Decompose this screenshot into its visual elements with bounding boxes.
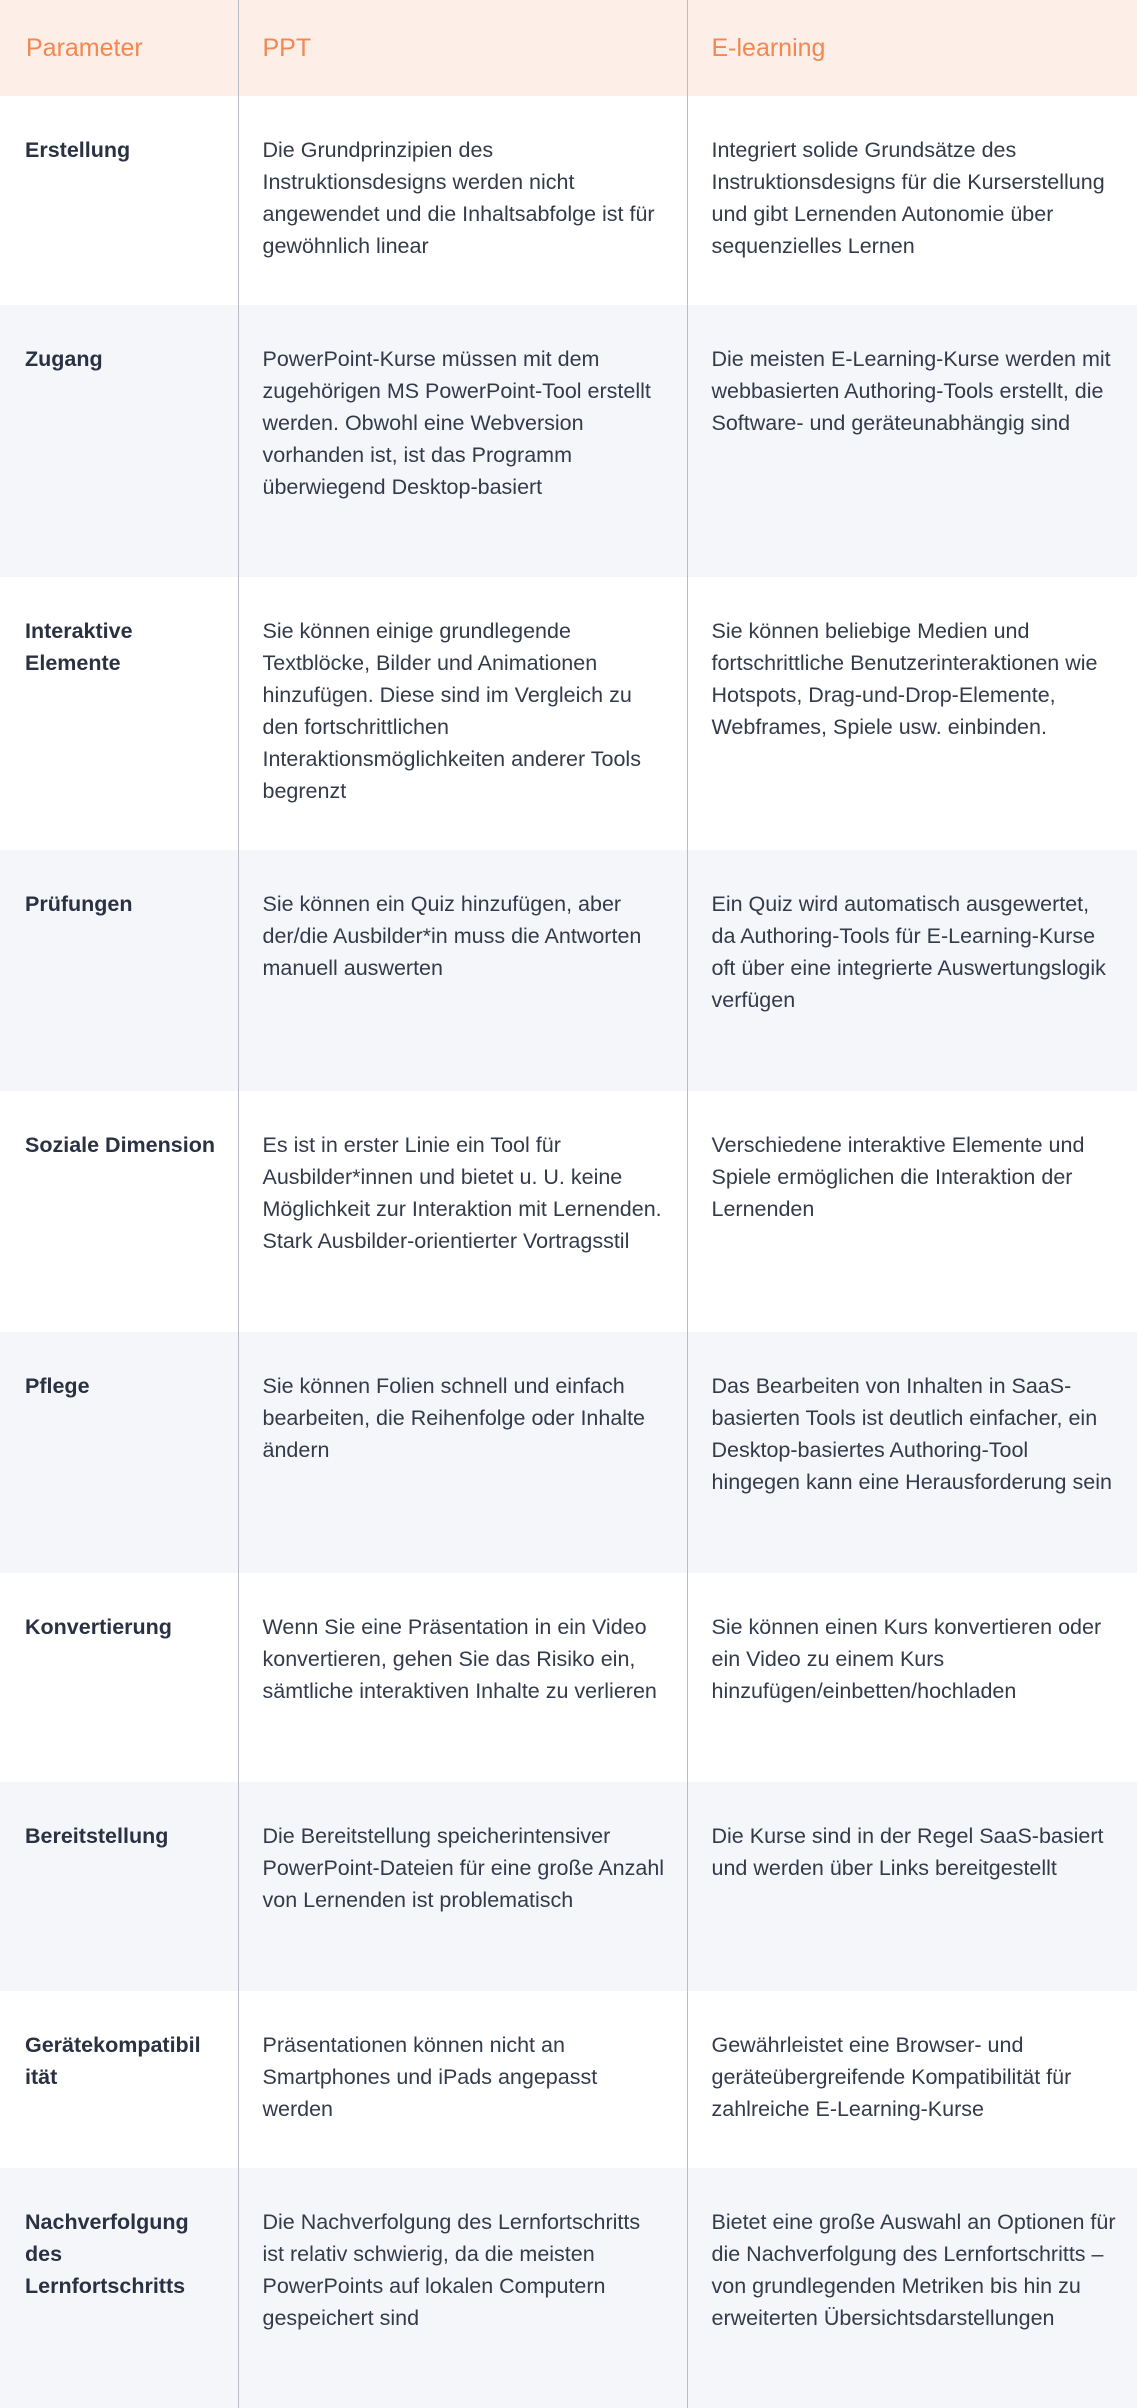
parameter-cell: Nachverfolgung des Lernfortschritts — [0, 2168, 238, 2408]
header-elearning: E-learning — [687, 0, 1137, 96]
header-row — [0, 0, 1137, 96]
elearning-cell: Gewährleistet eine Browser- und geräteübergreifende Kompatibilität für zahlreiche E-Learning-Kurse — [687, 1991, 1137, 2168]
table-row — [0, 96, 1137, 305]
ppt-cell: PowerPoint-Kurse müssen mit dem zugehörigen MS PowerPoint-Tool erstellt werden. Obwohl eine Webversion vorhanden ist, ist das Programm überwiegend Desktop-basiert — [238, 305, 687, 577]
table-row — [0, 1091, 1137, 1332]
elearning-cell: Integriert solide Grundsätze des Instruktionsdesigns für die Kurserstellung und gibt Lernenden Autonomie über sequenzielles Lernen — [687, 96, 1137, 305]
table-row — [0, 2168, 1137, 2408]
parameter-cell: Zugang — [0, 305, 238, 577]
elearning-cell: Die meisten E-Learning-Kurse werden mit webbasierten Authoring-Tools erstellt, die Software- und geräteunabhängig sind — [687, 305, 1137, 577]
parameter-cell: Pflege — [0, 1332, 238, 1573]
elearning-cell: Ein Quiz wird automatisch ausgewertet, da Authoring-Tools für E-Learning-Kurse oft über eine integrierte Auswertungslogik verfügen — [687, 850, 1137, 1091]
ppt-cell: Sie können ein Quiz hinzufügen, aber der/die Ausbilder*in muss die Antworten manuell auswerten — [238, 850, 687, 1091]
ppt-cell: Die Grundprinzipien des Instruktionsdesigns werden nicht angewendet und die Inhaltsabfolge ist für gewöhnlich linear — [238, 96, 687, 305]
elearning-cell: Sie können beliebige Medien und fortschrittliche Benutzerinteraktionen wie Hotspots, Drag-und-Drop-Elemente, Webframes, Spiele usw. einbinden. — [687, 577, 1137, 850]
table-body — [0, 96, 1137, 2408]
ppt-cell: Es ist in erster Linie ein Tool für Ausbilder*innen und bietet u. U. keine Möglichkeit zur Interaktion mit Lernenden. Stark Ausbilder-orientierter Vortragsstil — [238, 1091, 687, 1332]
elearning-cell: Sie können einen Kurs konvertieren oder ein Video zu einem Kurs hinzufügen/einbetten/hochladen — [687, 1573, 1137, 1782]
ppt-cell: Die Bereitstellung speicherintensiver PowerPoint-Dateien für eine große Anzahl von Lernenden ist problematisch — [238, 1782, 687, 1991]
table-row — [0, 1332, 1137, 1573]
parameter-cell: Bereitstellung — [0, 1782, 238, 1991]
elearning-cell: Das Bearbeiten von Inhalten in SaaS-basierten Tools ist deutlich einfacher, ein Desktop-basiertes Authoring-Tool hingegen kann eine Herausforderung sein — [687, 1332, 1137, 1573]
table-row — [0, 577, 1137, 850]
header-ppt: PPT — [238, 0, 687, 96]
table-header — [0, 0, 1137, 96]
ppt-cell: Präsentationen können nicht an Smartphones und iPads angepasst werden — [238, 1991, 687, 2168]
table-row — [0, 1573, 1137, 1782]
elearning-cell: Die Kurse sind in der Regel SaaS-basiert und werden über Links bereitgestellt — [687, 1782, 1137, 1991]
parameter-cell: Interaktive Elemente — [0, 577, 238, 850]
parameter-cell: Erstellung — [0, 96, 238, 305]
elearning-cell: Verschiedene interaktive Elemente und Spiele ermöglichen die Interaktion der Lernenden — [687, 1091, 1137, 1332]
ppt-cell: Die Nachverfolgung des Lernfortschritts ist relativ schwierig, da die meisten PowerPoints auf lokalen Computern gespeichert sind — [238, 2168, 687, 2408]
parameter-cell: Soziale Dimension — [0, 1091, 238, 1332]
ppt-cell: Sie können einige grundlegende Textblöcke, Bilder und Animationen hinzufügen. Diese sind im Vergleich zu den fortschrittlichen Interaktionsmöglichkeiten anderer Tools begrenzt — [238, 577, 687, 850]
parameter-cell: Prüfungen — [0, 850, 238, 1091]
table-row — [0, 305, 1137, 577]
ppt-cell: Sie können Folien schnell und einfach bearbeiten, die Reihenfolge oder Inhalte ändern — [238, 1332, 687, 1573]
table-row — [0, 850, 1137, 1091]
parameter-cell: Konvertierung — [0, 1573, 238, 1782]
header-parameter: Parameter — [0, 0, 238, 96]
parameter-cell: Gerätekompatibil ität — [0, 1991, 238, 2168]
elearning-cell: Bietet eine große Auswahl an Optionen für die Nachverfolgung des Lernfortschritts – von grundlegenden Metriken bis hin zu erweiterten Übersichtsdarstellungen — [687, 2168, 1137, 2408]
ppt-cell: Wenn Sie eine Präsentation in ein Video konvertieren, gehen Sie das Risiko ein, sämtliche interaktiven Inhalte zu verlieren — [238, 1573, 687, 1782]
table-row — [0, 1782, 1137, 1991]
table-row — [0, 1991, 1137, 2168]
